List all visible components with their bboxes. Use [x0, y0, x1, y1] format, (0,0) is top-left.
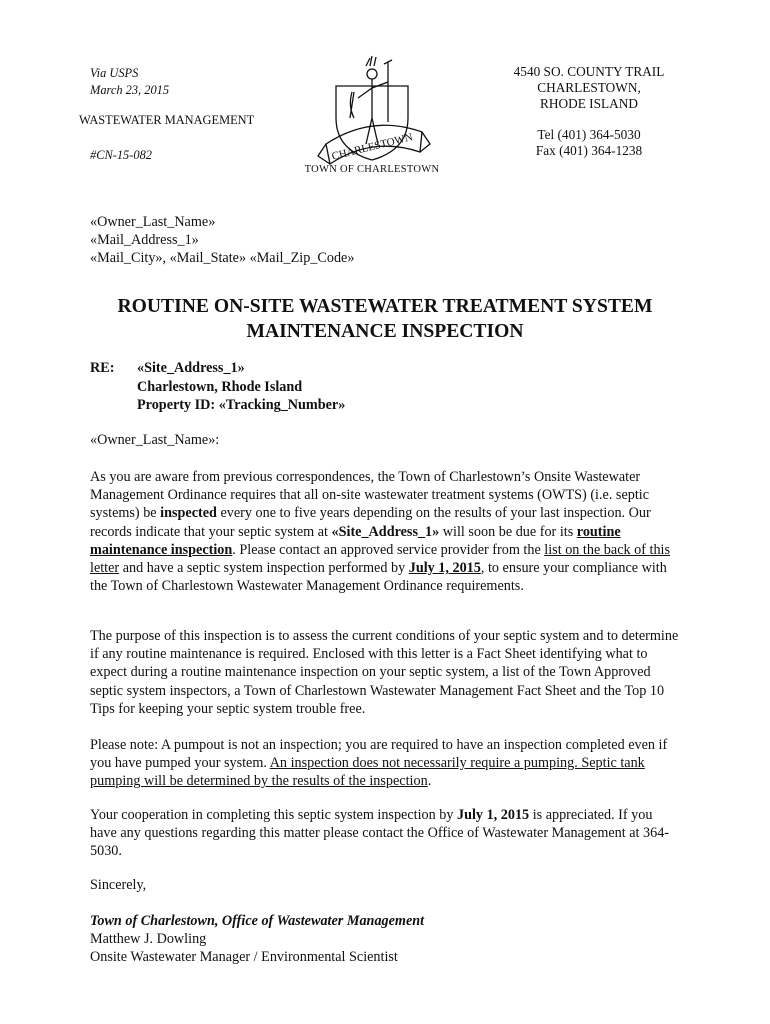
p1-inspected: inspected [160, 505, 217, 522]
letter-title [60, 294, 710, 344]
recipient-city-state-zip: «Mail_City», «Mail_State» «Mail_Zip_Code» [90, 250, 355, 266]
recipient-street: «Mail_Address_1» [90, 232, 199, 248]
address-line-1: 4540 SO. COUNTY TRAIL [513, 64, 665, 79]
p3-text-c: . [427, 773, 432, 790]
re-label: RE: [90, 360, 115, 376]
closing: Sincerely, [90, 877, 147, 893]
p1-deadline: July 1, 2015 [408, 560, 481, 577]
address-line-3: RHODE ISLAND [540, 96, 638, 111]
town-contact-block [486, 64, 692, 159]
fax: Fax (401) 364-1238 [535, 143, 643, 158]
p1-site-address: «Site_Address_1» [331, 523, 440, 540]
paragraph-cooperation [90, 806, 682, 861]
p1-text-a: As you are aware from previous correspondences, the Town of Charlestown’s Onsite Wastewater Management Ordinance requires that all on-site wastewater treatment systems (OWTS) (i.e. septic systems) be [90, 469, 650, 522]
p4-text-a: Your cooperation in completing this septic system inspection by [90, 807, 457, 823]
p1-text-c: every one to five years depending on the results of your last inspection. Our records indicate that your septic system at [90, 505, 651, 540]
seal-banner-text: CHARLESTOWN [330, 131, 414, 163]
p1-text-k: , to ensure your compliance with the Town of Charlestown Wastewater Management Ordinance requirements. [90, 560, 667, 595]
signature-organization: Town of Charlestown, Office of Wastewater Management [90, 913, 425, 929]
department-name: WASTEWATER MANAGEMENT [79, 113, 255, 127]
reference-number: #CN-15-082 [90, 148, 152, 162]
address-line-2: CHARLESTOWN, [537, 80, 641, 95]
re-property-id: Property ID: «Tracking_Number» [137, 397, 346, 413]
p4-deadline: July 1, 2015 [457, 807, 530, 823]
paragraph-purpose: The purpose of this inspection is to assess the current conditions of your septic system and to determine if any routine maintenance is required. Enclosed with this letter is a Fact Sheet identifying what to expect during a routine maintenance inspection on your septic system, a list of the Town Approved septic system inspectors, a Town of Charlestown Wastewater Management Fact Sheet and the Top 10 Tips for keeping your septic system trouble free. [90, 628, 679, 717]
re-city-state: Charlestown, Rhode Island [137, 378, 303, 395]
p4-text-c: is appreciated. If you have any questions regarding this matter please contact the Office of Wastewater Management at 364-5030. [90, 807, 670, 860]
letter-date: March 23, 2015 [90, 83, 170, 97]
p1-provider-list-ref: list on the back of this letter [90, 541, 670, 577]
p1-text-g: . Please contact an approved service provider from the [232, 541, 545, 558]
telephone: Tel (401) 364-5030 [537, 127, 641, 142]
p1-text-i: and have a septic system inspection performed by [119, 560, 409, 577]
paragraph-requirement [90, 468, 682, 595]
title-line-2: MAINTENANCE INSPECTION [246, 321, 524, 342]
recipient-name: «Owner_Last_Name» [90, 214, 216, 230]
re-site-address: «Site_Address_1» [137, 360, 245, 376]
paragraph-note [90, 736, 682, 791]
p3-pumping-note: An inspection does not necessarily require a pumping. Septic tank pumping will be determined by the results of the inspection [90, 755, 645, 790]
title-line-1: ROUTINE ON-SITE WASTEWATER TREATMENT SYSTEM [117, 296, 653, 317]
signature-name: Matthew J. Dowling [90, 931, 207, 947]
delivery-method: Via USPS [90, 66, 139, 80]
signature-block [90, 912, 424, 966]
p3-text-a: Please note: A pumpout is not an inspection; you are required to have an inspection completed even if you have pumped your system. [90, 737, 668, 772]
salutation: «Owner_Last_Name»: [90, 432, 220, 448]
p1-routine-inspection: routine maintenance inspection [90, 523, 621, 558]
town-seal-logo [296, 52, 448, 180]
p1-text-e: will soon be due for its [439, 523, 577, 540]
signature-role: Onsite Wastewater Manager / Environmental Scientist [90, 949, 398, 965]
re-block [137, 359, 345, 415]
town-seal-caption: TOWN OF CHARLESTOWN [304, 164, 440, 175]
recipient-address [90, 213, 354, 267]
